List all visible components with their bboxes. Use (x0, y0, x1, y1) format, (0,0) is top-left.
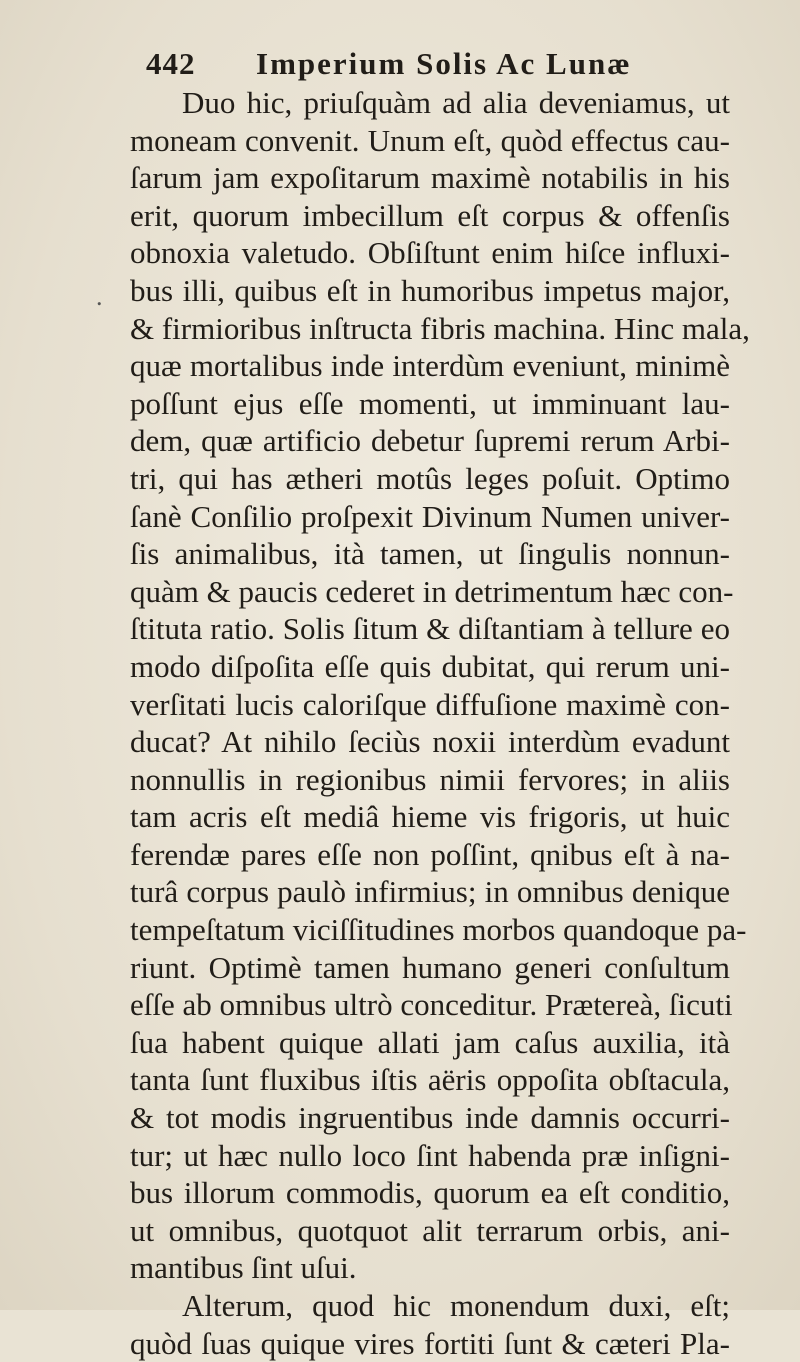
text-line: quàm & paucis cederet in detrimentum hæc con- (130, 573, 734, 609)
text-line: erit, quorum imbecillum eſt corpus & offenſis (130, 197, 730, 233)
margin-mark: . (96, 282, 103, 311)
text-line: ferendæ pares eſſe non poſſint, qnibus eſt à na- (130, 836, 730, 872)
text-line: ſtituta ratio. Solis ſitum & diſtantiam à tellure eo (130, 611, 730, 647)
text-line: quòd ſuas quique vires fortiti ſunt & cæteri Pla- (130, 1325, 730, 1361)
text-line: tri, qui has ætheri motûs leges poſuit. Optimo (130, 460, 730, 496)
text-line: nonnullis in regionibus nimii fervores; in aliis (130, 761, 730, 797)
text-line: bus illi, quibus eſt in humoribus impetus major, (130, 272, 730, 308)
text-line: poſſunt ejus eſſe momenti, ut imminuant lau- (130, 385, 730, 421)
text-line: modo diſpoſita eſſe quis dubitat, qui rerum uni- (130, 648, 730, 684)
text-line: tanta ſunt fluxibus iſtis aëris oppoſita obſtacula, (130, 1062, 730, 1098)
text-line: & tot modis ingruentibus inde damnis occurri- (130, 1100, 730, 1136)
running-head (146, 46, 730, 86)
text-line: bus illorum commodis, quorum ea eſt conditio, (130, 1175, 730, 1211)
text-line: tempeſtatum viciſſitudines morbos quandoque pa- (130, 912, 747, 948)
text-line: ſarum jam expoſitarum maximè notabilis in his (130, 160, 730, 196)
text-line: riunt. Optimè tamen humano generi conſultum (130, 949, 730, 985)
text-line: turâ corpus paulò infirmius; in omnibus denique (130, 874, 730, 910)
text-line: eſſe ab omnibus ultrò conceditur. Prætereà, ſicuti (130, 987, 733, 1023)
text-line: mantibus ſint uſui. (130, 1250, 357, 1286)
text-line: dem, quæ artificio debetur ſupremi rerum Arbi- (130, 423, 730, 459)
text-line: moneam convenit. Unum eſt, quòd effectus cau- (130, 122, 730, 158)
text-line: quæ mortalibus inde interdùm eveniunt, minimè (130, 348, 730, 384)
running-head-title: Imperium Solis Ac Lunæ (256, 46, 632, 81)
text-line: tam acris eſt mediâ hieme vis frigoris, ut huic (130, 799, 730, 835)
text-line: obnoxia valetudo. Obſiſtunt enim hiſce influxi- (130, 235, 730, 271)
text-line: & firmioribus inſtructa fibris machina. Hinc mala, (130, 310, 750, 346)
text-line: ut omnibus, quotquot alit terrarum orbis, ani- (130, 1212, 730, 1248)
page-number: 442 (146, 46, 196, 81)
text-line: ſanè Conſilio proſpexit Divinum Numen univer- (130, 498, 730, 534)
text-line: Alterum, quod hic monendum duxi, eſt; (182, 1288, 730, 1323)
text-line: Duo hic, priuſquàm ad alia deveniamus, ut (182, 85, 730, 120)
text-line: ducat? At nihilo ſeciùs noxii interdùm evadunt (130, 724, 730, 760)
text-line: tur; ut hæc nullo loco ſint habenda præ inſigni- (130, 1137, 730, 1173)
text-line: ſis animalibus, ità tamen, ut ſingulis nonnun- (130, 536, 730, 572)
text-line: verſitati lucis caloriſque diffuſione maximè con- (130, 686, 730, 722)
text-line: ſua habent quique allati jam caſus auxilia, ità (130, 1024, 730, 1060)
body-text (130, 84, 750, 1362)
